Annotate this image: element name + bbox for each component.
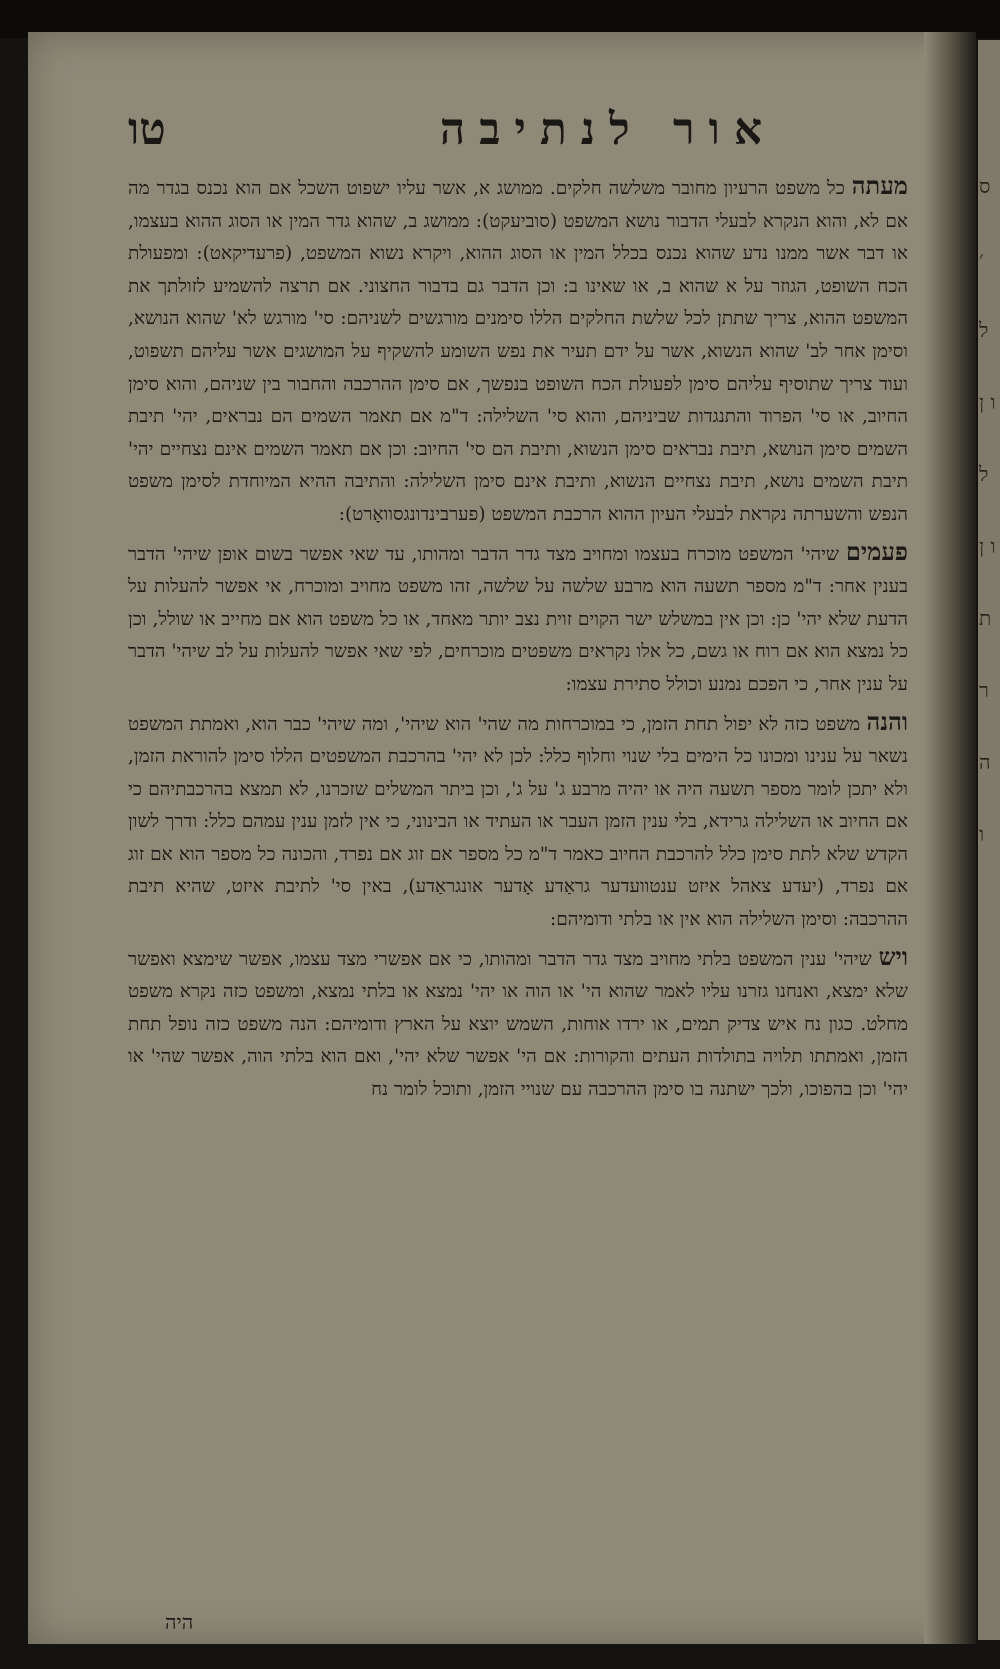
paragraph-lead-word: והנה — [866, 706, 909, 736]
paragraph — [128, 536, 908, 702]
paragraph-lead-word: מעתה — [851, 171, 908, 200]
running-title: אור לנתיבה — [439, 104, 777, 155]
paragraph-text: כל משפט הרעיון מחובר משלשה חלקים. ממושג א, אשר עליו ישפוט השכל אם הוא נכנס בגדר מה אם לא, והוא הנקרא לבעלי הדבור נושא המשפט (סוביעקט): ממושג ב, שהוא גדר המין או הסוג ההוא בעצמו, או דבר אשר ממנו נדע שהוא נכנס בכלל המין או הסוג ההוא, ויקרא נשוא המשפט, (פרעדיקאט): ומפעולת הכח השופט, הגוזר על א שהוא ב, או שאינו ב: וכן הדבר גם בדבור החצוני. אם תרצה להשמיע לזולתך את המשפט ההוא, צריך שתתן לכל שלשת החלקים הללו סימנים מורגשים לשניהם: סי' מורגש לא' שהוא הנושא, וסימן אחר לב' שהוא הנשוא, אשר על ידם תעיר את נפש השומע להשקיף על המושגים אשר עליהם תשפוט, ועוד צריך שתוסיף עליהם סימן לפעולת הכח השופט בנפשך, אם סימן ההרכבה והחבור בין שניהם, והוא סימן החיוב, או סי' הפרוד והתנגדות שביניהם, והוא סי' השלילה: ד"מ אם תאמר השמים הם נבראים, יהי' תיבת השמים סימן הנושא, תיבת נבראים סימן הנשוא, ותיבת הם סי' החיוב: וכן אם תאמר השמים אינם נצחיים יהי' תיבת השמים נושא, תיבת נצחיים הנשוא, ותיבת אינם סימן השלילה: והתיבה ההיא המיוחדת לסימן משפט הנפש והשערתה נקראת לבעלי העיון ההוא הרכבת המשפט (פערבינדונגסוואָרט): — [128, 178, 908, 525]
paragraph — [128, 706, 908, 937]
facing-page-marks: ס ׳ ל ו ן ל ו ן ת ר ה ו — [979, 174, 996, 846]
page-gutter — [924, 32, 976, 1644]
page-number: טו — [128, 104, 166, 155]
page-header — [128, 104, 898, 160]
paragraph — [128, 170, 908, 532]
paragraph — [128, 941, 908, 1107]
paragraph-text: שיהי' ענין המשפט בלתי מחויב מצד גדר הדבר ומהותו, כי אם אפשרי מצד עצמו, אפשר שימצא ואפשר שלא ימצא, ואנחנו גזרנו עליו לאמר שהוא הי' או הוה או יהי' נמצא או בלתי נמצא, ומשפט כזה נקרא משפט מחלט. כגון נח איש צדיק תמים, או ירדו אוחות, השמש יוצא על הארץ ודומיהם: הנה משפט כזה נופל תחת הזמן, ואמתתו תלויה בתולדות העתים והקורות: אם הי' אפשר שלא יהי', ואם הוא בלתי הוה, אפשר שהי' או יהי' וכן בהפוכו, ולכך ישתנה בו סימן ההרכבה עם שנויי הזמן, ותוכל לומר נח — [128, 948, 908, 1101]
paragraph-text: שיהי' המשפט מוכרח בעצמו ומחויב מצד גדר הדבר ומהותו, עד שאי אפשר בשום אופן שיהי' הדבר בענין אחר: ד"מ מספר תשעה הוא מרבע שלשה על שלשה, זהו משפט מחויב ומוכרח, אי אפשר להעלות על הדעת שלא יהי' כן: וכן אין במשלש ישר הקוים זוית נצב יותר מאחד, או כל משפט הוא אם מחייב או שולל, וכן כל נמצא הוא אם רוח או גשם, כל אלו נקראים משפטים מוכרחים, לפי שאי אפשר להעלות על לב שיהי' הדבר על ענין אחר, כי הפכם נמנע וכולל סתירת עצמו: — [128, 543, 908, 695]
paragraph-text: משפט כזה לא יפול תחת הזמן, כי במוכרחות מה שהי' הוא שיהי', ומה שיהי' כבר הוא, ואמתת המשפט נשאר על ענינו ומכונו כל הימים בלי שנוי וחלוף כלל: לכן לא יהי' בהרכבת המשפטים הללו סימן להוראת הזמן, ולא יתכן לומר מספר תשעה היה או יהיה מרבע ג' על ג', וכן ביתר המשלים שזכרנו, לא תמצא בהרכבתיהם כי אם החיוב או השלילה גרידא, בלי ענין הזמן העבר או העתיד או הבינוני, כי אין לזמן ענין עמהם כלל: ודרך לשון הקדש שלא לתת סימן כלל להרכבת החיוב כאמר ד"מ כל מספר אם זוג אם נפרד, והכונה כל מספר הוא אם זוג אם נפרד, (יעדע צאהל איזט ענטוועדער גראַדע אָדער אונגראַדע), באין סי' לתיבת איזט, שהיא תיבת ההרכבה: וסימן השלילה הוא אין או בלתי ודומיהם: — [128, 713, 908, 931]
catchword: היה — [165, 1610, 194, 1634]
paragraph-lead-word: ויש — [878, 941, 908, 971]
main-text — [128, 170, 908, 1111]
paragraph-lead-word: פעמים — [845, 536, 908, 566]
